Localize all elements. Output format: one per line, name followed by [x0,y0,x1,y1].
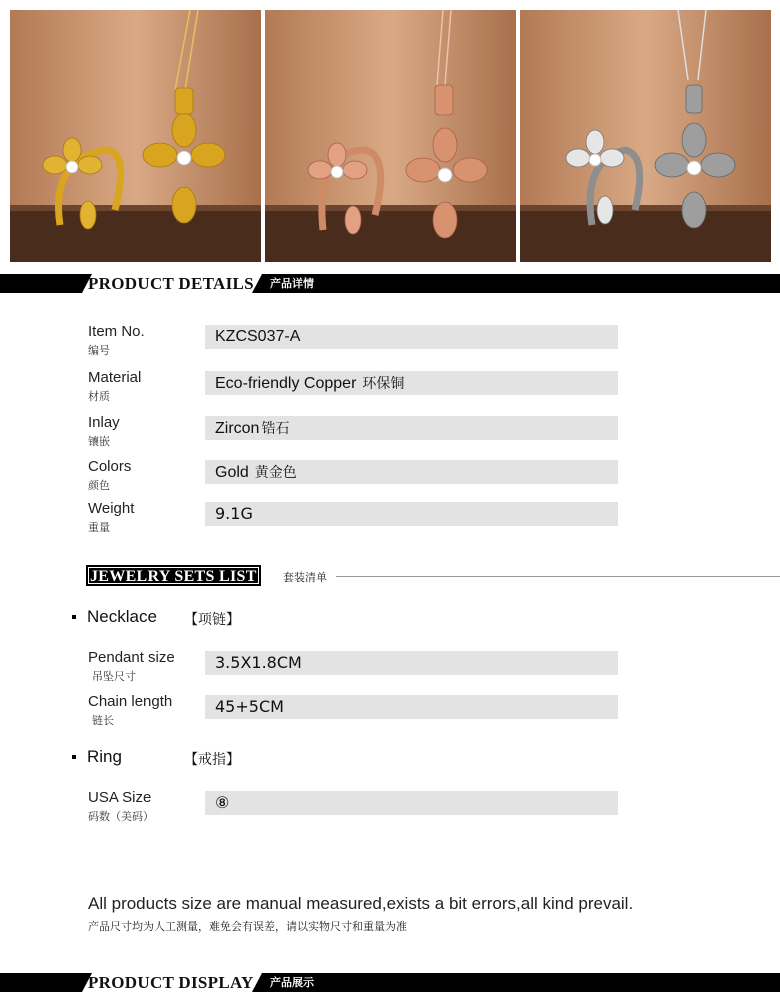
spec-value [215,791,229,815]
spec-value-box [205,502,618,526]
spec-value-text: KZCS037-A [215,328,301,345]
spec-label-en: Item No. [88,323,145,340]
banner-bar-left [0,973,82,992]
spec-value [215,651,302,675]
spec-label-en: Chain length [88,693,173,710]
gold-jewelry-image [10,10,261,262]
product-display-banner [0,973,780,992]
spec-label-cn: 镶嵌 [88,436,110,448]
spec-value [215,325,300,349]
note-text-cn: 产品尺寸均为人工测量，难免会有误差，请以实物尺寸和重量为准 [88,921,407,933]
spec-value-text: Eco-friendly Copper [215,375,357,392]
spec-label-en: USA Size [88,789,152,806]
spec-label-en: Inlay [88,414,120,431]
spec-value-cn: 黄金色 [254,464,297,480]
spec-value-text: Zircon [215,420,260,437]
spec-value-cn: 环保铜 [362,375,405,391]
spec-value [215,371,404,395]
silver-jewelry-image [520,10,771,262]
spec-row-weight [88,500,648,540]
spec-value-text: 45+5CM [215,697,284,716]
spec-row-inlay [88,414,648,454]
spec-label-cn: 码数（美码） [88,811,154,823]
bullet-dot-icon [72,615,76,619]
spec-label-cn: 吊坠尺寸 [92,671,136,683]
banner-bar-right [262,274,780,293]
spec-value-cn: 锆石 [261,420,290,436]
banner-bar-right [262,973,780,992]
spec-row-material [88,369,648,409]
jewelry-sets-subtitle: 套装清单 [283,572,327,584]
spec-label-cn: 编号 [88,345,110,357]
spec-label-en: Material [88,369,142,386]
spec-value [215,416,289,440]
spec-value [215,460,297,484]
spec-label-cn: 材质 [88,391,110,403]
banner-bar-left [0,274,82,293]
spec-value-box [205,325,618,349]
banner-title-cn: 产品展示 [270,977,314,989]
spec-value-box [205,416,618,440]
ring-label-cn: 【戒指】 [184,751,240,767]
spec-label-cn: 链长 [92,715,114,727]
spec-value [215,502,253,526]
spec-value-box [205,791,618,815]
jewelry-sets-title: JEWELRY SETS LIST [86,565,261,586]
spec-row-usa-size [88,789,648,829]
spec-value-box [205,460,618,484]
spec-value-text: 9.1G [215,504,253,523]
spec-label-en: Pendant size [88,649,175,666]
spec-value-box [205,695,618,719]
bullet-dot-icon [72,755,76,759]
spec-row-chain-length [88,693,648,733]
note-text-en: All products size are manual measured,exists a bit errors,all kind prevail. [88,894,634,913]
spec-row-colors [88,458,648,498]
spec-label-en: Colors [88,458,132,475]
spec-value [215,695,284,719]
necklace-label-cn: 【项链】 [184,611,240,627]
banner-title-cn: 产品详情 [270,278,314,290]
spec-row-item-no [88,323,648,363]
spec-value-text: ⑧ [215,793,230,812]
spec-value-box [205,651,618,675]
spec-label-en: Weight [88,500,135,517]
rose-gold-jewelry-image [265,10,516,262]
necklace-label-en: Necklace [87,607,157,626]
measurement-note [88,894,633,934]
product-details-banner [0,274,780,293]
product-photo-rose-gold [265,10,516,262]
spec-row-pendant-size [88,649,648,689]
banner-title-en: PRODUCT DETAILS [88,274,254,293]
spec-value-text: 3.5X1.8CM [215,653,302,672]
banner-title-en: PRODUCT DISPLAY [88,973,254,992]
spec-value-text: Gold [215,464,249,481]
product-photo-silver [520,10,771,262]
spec-value-box [205,371,618,395]
product-photo-gold [10,10,261,262]
ring-label-en: Ring [87,747,122,766]
spec-label-cn: 重量 [88,522,110,534]
spec-label-cn: 颜色 [88,480,110,492]
jewelry-sets-header [86,565,780,587]
jewelry-sets-divider [336,576,780,577]
